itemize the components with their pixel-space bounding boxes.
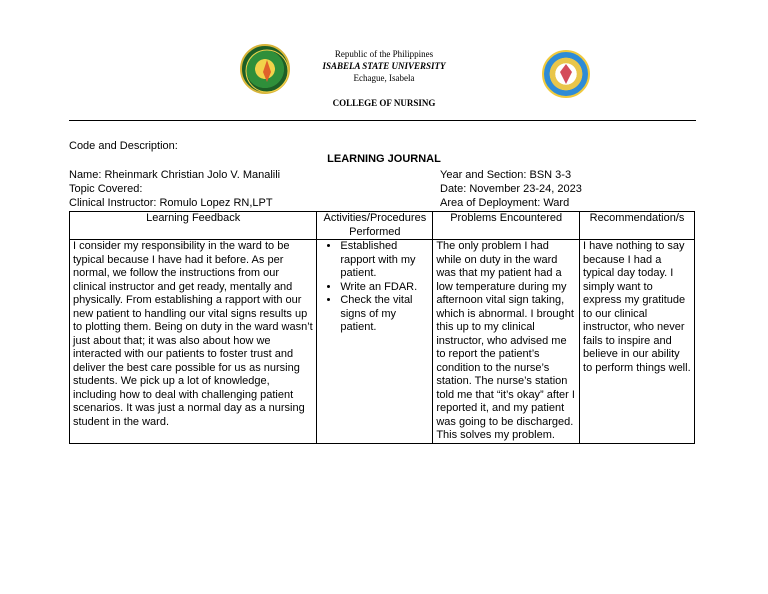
university-name: ISABELA STATE UNIVERSITY	[322, 61, 446, 71]
learning-feedback-cell: I consider my responsibility in the ward to be typical because I have had it before. As per normal, we follow the instructions from our clinical instructor and get ready, mentally and physically. From establishing a rapport with our new patient to handling our vital signs results up to plotting them. Being on duty in the ward wasn’t just about that; it was also about how we interacted with our patients to foster trust and deliver the best care possible for us as nursing students. We pick up a lot of knowledge, including how to deal with challenging patient scenarios. It was just a normal day as a nursing student in the ward.	[70, 240, 317, 444]
recommendation-cell: I have nothing to say because I had a typical day today. I simply want to express my gratitude to our clinical instructor, who never fails to inspire and believe in our ability to perform things well.	[580, 240, 695, 444]
journal-title: LEARNING JOURNAL	[327, 153, 441, 165]
letterhead	[284, 48, 484, 84]
nursing-seal-icon	[542, 50, 590, 98]
header-divider	[69, 120, 696, 121]
header-activities: Activities/Procedures Performed	[317, 212, 433, 240]
header-learning-feedback: Learning Feedback	[70, 212, 317, 240]
problems-cell: The only problem I had while on duty in the ward was that my patient had a low temperature during my afternoon vital sign taking, which is abnormal. I brought this up to my clinical instructor, who advised me to report the patient’s condition to the nurse’s station. The nurse’s station told me that “it’s okay” after I reported it, and my patient was going to be discharged. This solves my problem.	[433, 240, 580, 444]
header-recommendations: Recommendation/s	[580, 212, 695, 240]
header-problems: Problems Encountered	[433, 212, 580, 240]
clinical-instructor: Clinical Instructor: Romulo Lopez RN,LPT	[69, 197, 273, 209]
journal-date: Date: November 23-24, 2023	[440, 183, 582, 195]
list-item: • Established rapport with my patient.	[340, 240, 429, 281]
year-section: Year and Section: BSN 3-3	[440, 169, 572, 181]
list-item: • Write an FDAR.	[340, 281, 429, 295]
activities-cell	[317, 240, 433, 444]
topic-covered: Topic Covered:	[69, 183, 143, 195]
learning-journal-table	[69, 211, 695, 444]
table-header-row	[70, 212, 695, 240]
list-item: • Check the vital signs of my patient.	[340, 294, 429, 335]
table-row	[70, 240, 695, 444]
republic-line: Republic of the Philippines	[334, 49, 434, 59]
student-name: Name: Rheinmark Christian Jolo V. Manalili	[69, 169, 281, 181]
college-name: COLLEGE OF NURSING	[332, 98, 436, 108]
university-seal-icon	[240, 44, 290, 94]
area-of-deployment: Area of Deployment: Ward	[440, 197, 570, 209]
activities-list	[320, 240, 429, 335]
code-description-label: Code and Description:	[69, 140, 178, 152]
university-location: Echague, Isabela	[353, 73, 415, 83]
